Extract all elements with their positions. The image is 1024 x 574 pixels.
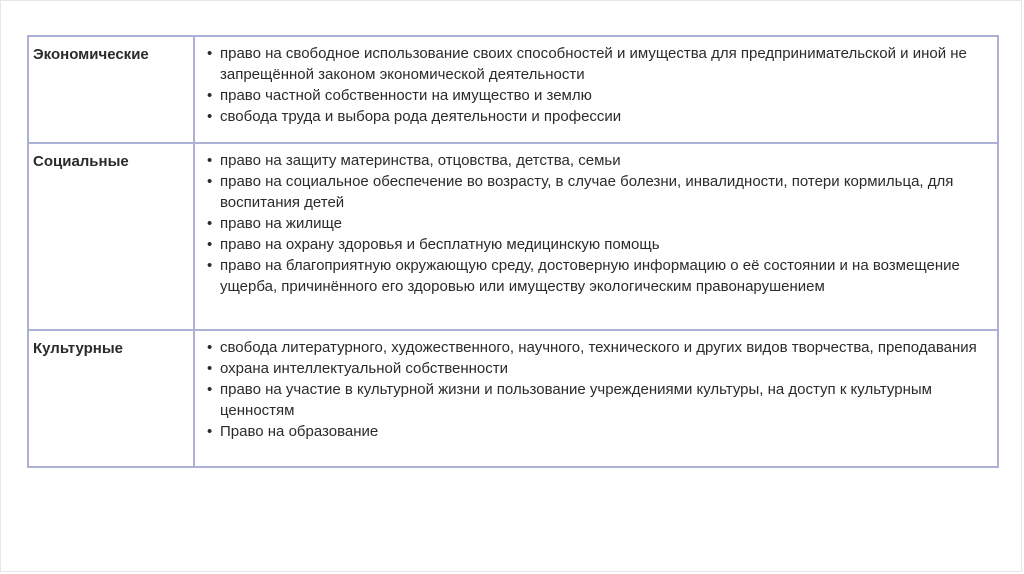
list-item: • право на свободное использование своих способностей и имущества для предпринимательской и иной не запрещённой законом экономической деятельности [207,43,997,85]
list-item: • право на жилище [207,213,997,234]
list-item: • право на защиту материнства, отцовства, детства, семьи [207,150,997,171]
category-label-social: Социальные [33,153,129,170]
list-item: • Право на образование [207,421,997,442]
category-cell [28,143,194,330]
rights-list-social [207,150,997,297]
rights-list-economic [207,43,997,127]
table-row-economic [28,36,998,143]
category-cell [28,330,194,467]
list-item: • право частной собственности на имущество и землю [207,85,997,106]
table-row-social [28,143,998,330]
items-cell [194,143,998,330]
list-item: • свобода труда и выбора рода деятельности и профессии [207,106,997,127]
items-cell [194,36,998,143]
category-label-economic: Экономические [33,46,149,63]
category-label-cultural: Культурные [33,340,123,357]
list-item: • право на благоприятную окружающую среду, достоверную информацию о её состоянии и на возмещение ущерба, причинённого его здоровью или имуществу экологическим правонарушением [207,255,997,297]
list-item: • право на участие в культурной жизни и пользование учреждениями культуры, на доступ к культурным ценностям [207,379,997,421]
items-cell [194,330,998,467]
rights-list-cultural [207,337,997,442]
list-item: • свобода литературного, художественного, научного, технического и других видов творчества, преподавания [207,337,997,358]
list-item: • охрана интеллектуальной собственности [207,358,997,379]
list-item: • право на охрану здоровья и бесплатную медицинскую помощь [207,234,997,255]
table-row-cultural [28,330,998,467]
list-item: • право на социальное обеспечение во возрасту, в случае болезни, инвалидности, потери кормильца, для воспитания детей [207,171,997,213]
category-cell [28,36,194,143]
rights-table [27,35,999,468]
